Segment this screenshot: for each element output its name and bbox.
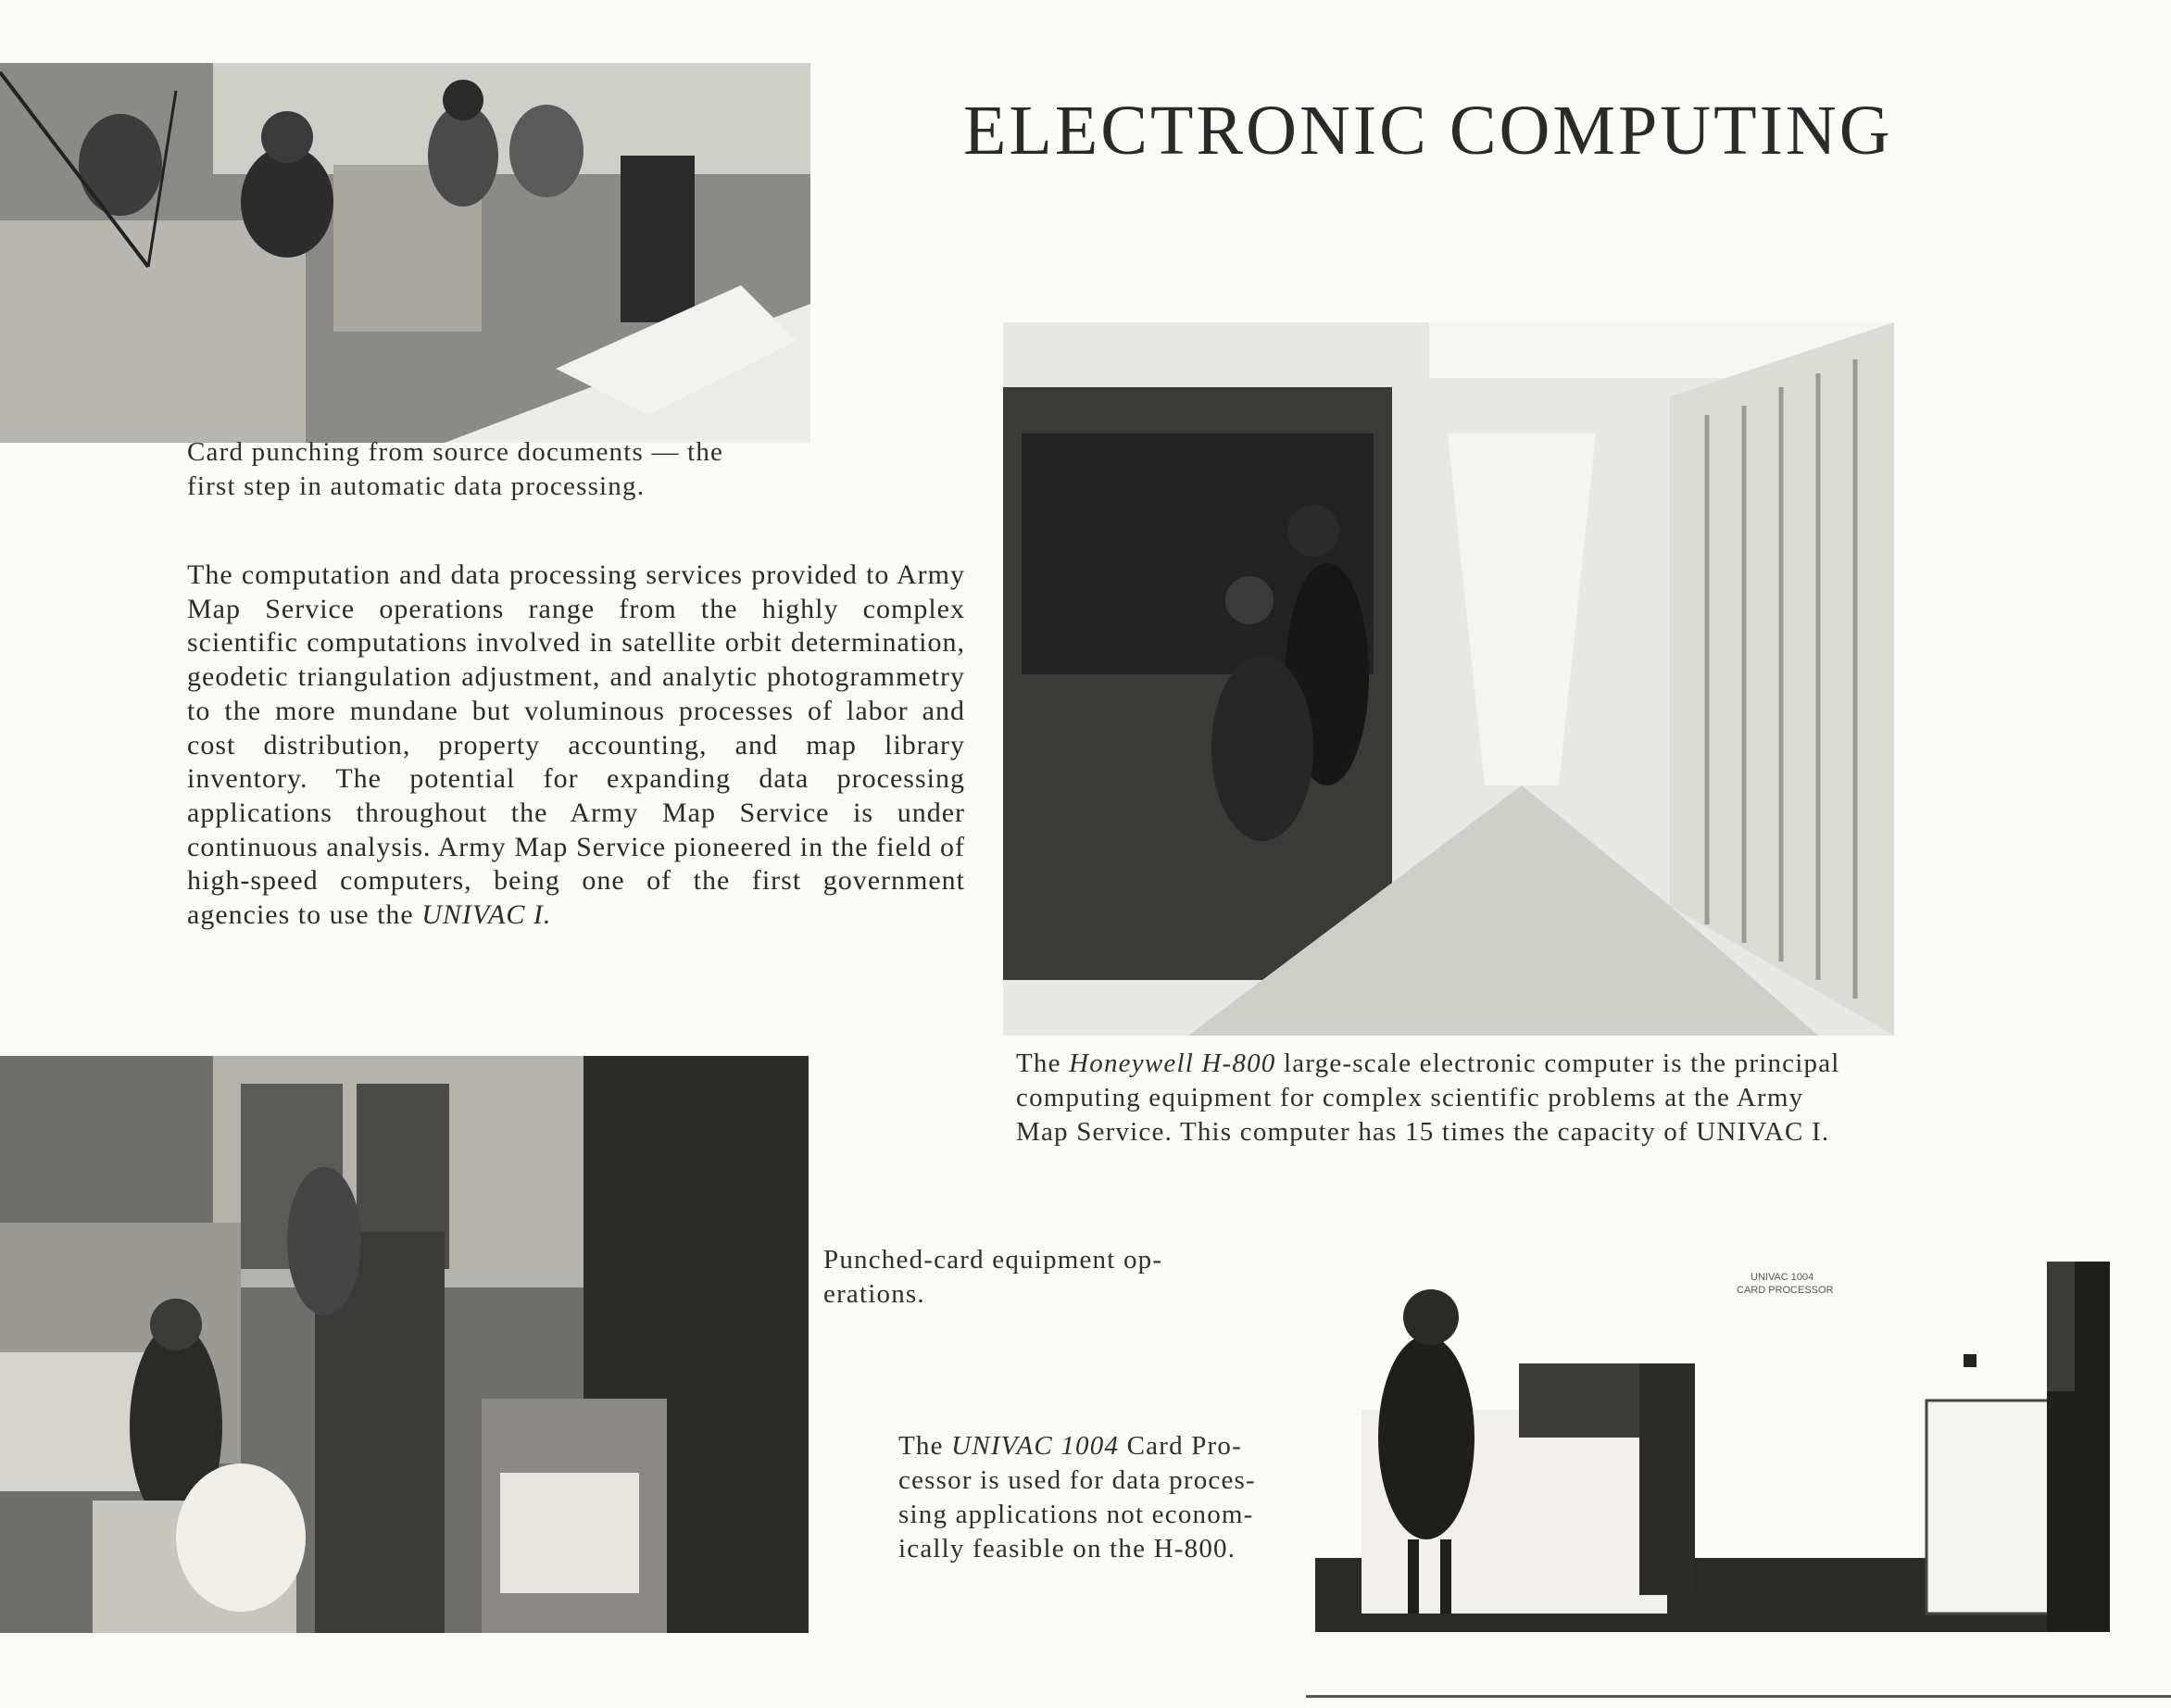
- caption-text: The: [898, 1431, 952, 1461]
- photo-punched-card-equipment-image: [0, 1056, 809, 1633]
- univac-plaque-line2: CARD PROCESSOR: [1737, 1285, 1834, 1296]
- caption-card-punching: [187, 435, 723, 504]
- caption-line: cessor is used for data proces-: [898, 1465, 1256, 1495]
- caption-line: [1016, 1047, 1951, 1081]
- caption-punched-card: [823, 1243, 1162, 1312]
- caption-line: ically feasible on the H-800.: [898, 1534, 1236, 1564]
- caption-em: Honeywell H-800: [1069, 1049, 1276, 1078]
- photo-card-punching: [0, 63, 810, 443]
- caption-univac-1004: [898, 1429, 1256, 1566]
- caption-line: computing equipment for complex scientific problems at the Army: [1016, 1083, 1804, 1112]
- body-paragraph-text: The computation and data processing services provided to Army Map Service operations range from the highly complex scientific computations involved in satellite orbit determination, geodetic triangulation adjustment, and analytic photogrammetry to the more mundane but voluminous processes of labor and cost distribution, property accounting, and map library inventory. The potential for expanding data processing applications throughout the Army Map Service is under continuous analysis. Army Map Service pioneered in the field of high-speed computers, being one of the first government agencies to use the: [187, 559, 965, 931]
- photo-honeywell-h800: [1003, 322, 1894, 1036]
- caption-line: [898, 1429, 1256, 1463]
- body-paragraph-em: UNIVAC I.: [421, 899, 552, 931]
- photo-univac-1004: [1315, 1262, 2110, 1632]
- caption-honeywell-h800: [1016, 1047, 1951, 1149]
- photo-punched-card-equipment: [0, 1056, 809, 1633]
- caption-text: The: [1016, 1049, 1070, 1078]
- caption-line: sing applications not econom-: [898, 1500, 1254, 1529]
- photo-honeywell-h800-image: [1003, 322, 1894, 1036]
- univac-plaque-line1: UNIVAC 1004: [1751, 1272, 1814, 1283]
- caption-text: large-scale electronic computer is the principal: [1275, 1049, 1840, 1078]
- photo-card-punching-image: [0, 63, 810, 443]
- caption-text: Card Pro-: [1119, 1431, 1242, 1461]
- caption-line: Map Service. This computer has 15 times the capacity of UNIVAC I.: [1016, 1117, 1830, 1147]
- photo-univac-1004-image: [1315, 1262, 2110, 1632]
- caption-line: Punched-card equipment op-: [823, 1245, 1163, 1275]
- caption-line: Card punching from source documents — the: [187, 437, 724, 467]
- body-paragraph: [187, 559, 965, 933]
- caption-line: erations.: [823, 1279, 925, 1309]
- caption-em: UNIVAC 1004: [951, 1431, 1120, 1461]
- bottom-rule: [1306, 1695, 2171, 1698]
- caption-line: first step in automatic data processing.: [187, 471, 646, 501]
- page-title: ELECTRONIC COMPUTING: [963, 92, 1893, 170]
